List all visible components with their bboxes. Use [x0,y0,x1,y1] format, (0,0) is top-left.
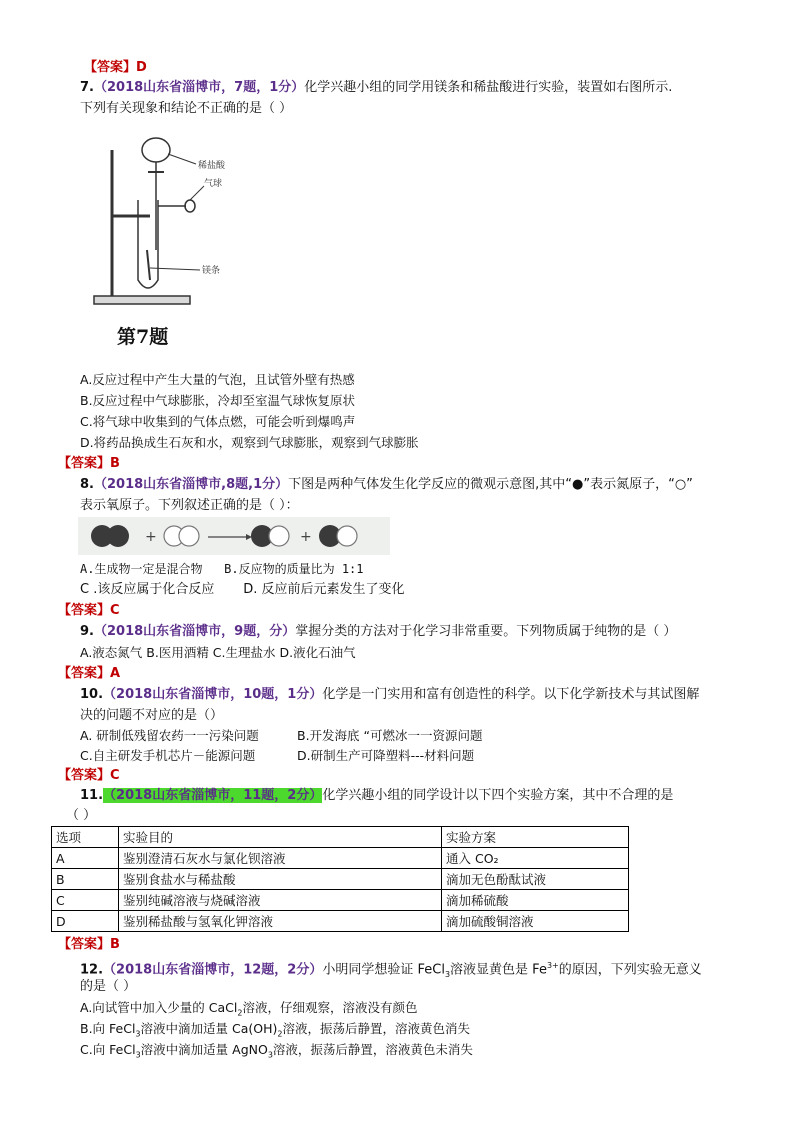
q10-option-d: D.研制生产可降塑料---材料问题 [297,748,475,763]
svg-text:+: + [300,529,312,545]
table-row [52,890,629,911]
q10-option-c: C.自主研发手机芯片－能源问题 [80,748,256,763]
table-header-row [52,827,629,848]
table-cell: C [52,890,119,911]
label-acid: 稀盐酸 [198,161,226,171]
q7-option-d: D.将药品换成生石灰和水，观察到气球膨胀，观察到气球膨胀 [80,435,419,450]
table-row [52,848,629,869]
table-header: 实验目的 [119,827,442,848]
question-10-stem: 10.（2018山东省淄博市，10题，1分）化学是一门实用和富有创造性的科学。以下化学新技术与其试图解 [80,687,700,702]
table-cell: 滴加硫酸铜溶液 [442,911,629,932]
label-balloon: 气球 [204,179,223,189]
question-7-stem: 7.（2018山东省淄博市，7题，1分）化学兴趣小组的同学用镁条和稀盐酸进行实验，装置如右图所示. [80,80,673,95]
question-10-stem-2: 决的问题不对应的是（） [80,708,224,723]
table-row [52,869,629,890]
reaction-diagram [78,517,390,555]
table-cell: B [52,869,119,890]
question-12-stem-2: 的是（ ） [80,979,137,994]
table-cell: D [52,911,119,932]
answer-line-q10: 【答案】C [58,768,120,783]
table-cell: 滴加稀硫酸 [442,890,629,911]
table-cell: 鉴别澄清石灰水与氯化钡溶液 [119,848,442,869]
q12-option-a: A.向试管中加入少量的 CaCl$_2$溶液，仔细观察，溶液没有颜色 [80,1000,418,1018]
label-strip: 镁条 [202,266,221,276]
question-9-stem: 9.（2018山东省淄博市，9题，分）掌握分类的方法对于化学习非常重要。下列物质属于纯物的是（ ） [80,624,677,639]
question-7-stem-2: 下列有关现象和结论不正确的是（ ） [80,101,293,116]
table-cell: 通入 CO₂ [442,848,629,869]
q8-options-row-1: A.生成物一定是混合物 B.反应物的质量比为 1:1 [80,562,364,576]
table-cell: 滴加无色酚酞试液 [442,869,629,890]
figure-caption: 第7题 [117,326,169,348]
table-header: 选项 [52,827,119,848]
q7-option-a: A.反应过程中产生大量的气泡，且试管外壁有热感 [80,372,355,387]
table-cell: A [52,848,119,869]
q10-option-b: B.开发海底 “可燃冰一一资源问题 [297,728,483,743]
answer-line-q6: 【答案】D [84,60,147,75]
q12-option-b: B.向 FeCl$_3$溶液中滴加适量 $Ca(OH)_2$溶液，振荡后静置，溶液黄色消失 [80,1021,470,1039]
table-header: 实验方案 [442,827,629,848]
question-11-stem: 11.（2018山东省淄博市，11题，2分）化学兴趣小组的同学设计以下四个实验方案，其中不合理的是 [80,788,674,803]
q9-options: A.液态氮气 B.医用酒精 C.生理盐水 D.液化石油气 [80,645,356,660]
experiment-table [51,826,629,932]
table-row [52,911,629,932]
answer-line-q8: 【答案】C [58,603,120,618]
apparatus-figure [90,130,250,312]
q8-options-row-2: C .该反应属于化合反应 D. 反应前后元素发生了变化 [80,582,405,597]
q10-option-a: A. 研制低残留农药一一污染问题 [80,728,259,743]
q7-option-c: C.将气球中收集到的气体点燃，可能会听到爆鸣声 [80,414,356,429]
answer-line-q7: 【答案】B [58,456,120,471]
answer-line-q11: 【答案】B [58,937,120,952]
question-8-stem: 8.（2018山东省淄博市,8题,1分）下图是两种气体发生化学反应的微观示意图,其中“●”表示氮原子，“○” [80,477,693,492]
table-cell: 鉴别食盐水与稀盐酸 [119,869,442,890]
svg-text:+: + [145,529,157,545]
answer-line-q9: 【答案】A [58,666,121,681]
table-cell: 鉴别纯碱溶液与烧碱溶液 [119,890,442,911]
table-cell: 鉴别稀盐酸与氢氧化钾溶液 [119,911,442,932]
question-12-stem: 12.（2018山东省淄博市，12题，2分）小明同学想验证 FeCl$_3$溶液显黄色是 $Fe^{3+}$的原因，下列实验无意义 [80,961,702,979]
question-8-stem-2: 表示氧原子。下列叙述正确的是（ ）： [80,498,299,513]
q7-option-b: B.反应过程中气球膨胀，冷却至室温气球恢复原状 [80,393,356,408]
question-11-stem-2: （ ） [66,808,97,823]
q12-option-c: C.向 FeCl$_3$溶液中滴加适量 AgNO$_3$溶液，振荡后静置，溶液黄色未消失 [80,1042,473,1060]
